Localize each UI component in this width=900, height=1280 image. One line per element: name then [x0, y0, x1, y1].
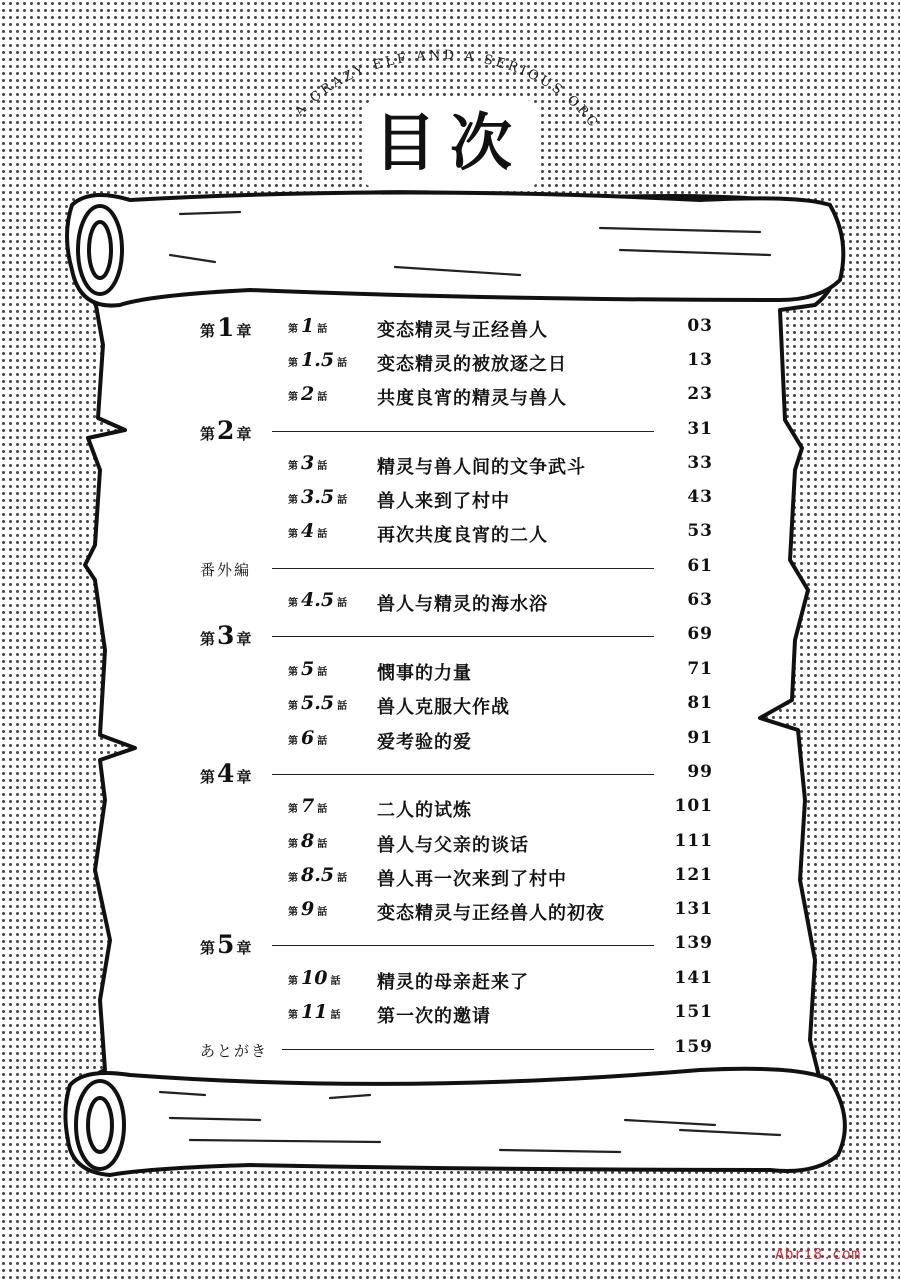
leader-line	[272, 774, 654, 775]
episode-title: 精灵与兽人间的文争武斗	[377, 457, 586, 478]
page-number: 23	[687, 384, 713, 404]
toc-row[interactable]	[0, 930, 900, 960]
page-number: 31	[687, 419, 713, 439]
toc-row[interactable]	[0, 725, 900, 755]
chapter-label: 第4 章	[200, 759, 252, 788]
toc-row[interactable]	[0, 793, 900, 823]
episode-label: 第 1.5 話	[288, 349, 348, 371]
page-title: 目次	[373, 106, 526, 179]
episode-title: 兽人来到了村中	[377, 491, 510, 512]
episode-label: 第 11 話	[288, 1001, 341, 1023]
episode-label: 第 8 話	[288, 830, 328, 852]
toc-row[interactable]	[0, 484, 900, 514]
page-number: 141	[674, 968, 713, 988]
chapter-label: 第3 章	[200, 621, 252, 650]
page-number: 33	[687, 453, 713, 473]
page-number: 43	[687, 487, 713, 507]
toc-row[interactable]	[0, 1034, 900, 1064]
episode-title: 憫事的力量	[377, 663, 472, 684]
toc-row[interactable]	[0, 828, 900, 858]
toc-row[interactable]	[0, 999, 900, 1029]
toc-row[interactable]	[0, 381, 900, 411]
episode-title: 变态精灵与正经兽人	[377, 320, 548, 341]
leader-line	[272, 945, 654, 946]
page-number: 139	[674, 933, 713, 953]
episode-label: 第 1 話	[288, 315, 328, 337]
series-subtitle-text: A CRAZY ELF AND A SERIOUS ORC	[292, 48, 602, 133]
toc-row[interactable]	[0, 518, 900, 548]
toc-row[interactable]	[0, 690, 900, 720]
page-number: 91	[687, 728, 713, 748]
episode-label: 第 3 話	[288, 452, 328, 474]
toc-row[interactable]	[0, 416, 900, 446]
chapter-label: 第2 章	[200, 416, 252, 445]
page-number: 131	[674, 899, 713, 919]
episode-title: 再次共度良宵的二人	[377, 525, 548, 546]
episode-title: 精灵的母亲赶来了	[377, 972, 529, 993]
leader-line	[282, 1049, 654, 1050]
leader-line	[272, 431, 654, 432]
page-number: 69	[687, 624, 713, 644]
leader-line	[272, 636, 654, 637]
page-number: 159	[674, 1037, 713, 1057]
episode-title: 第一次的邀请	[377, 1006, 491, 1027]
toc-row[interactable]	[0, 587, 900, 617]
episode-title: 兽人与父亲的谈话	[377, 835, 529, 856]
toc-row[interactable]	[0, 896, 900, 926]
page-number: 101	[674, 796, 713, 816]
page-number: 03	[687, 316, 713, 336]
toc-row[interactable]	[0, 862, 900, 892]
page-number: 61	[687, 556, 713, 576]
episode-label: 第 6 話	[288, 727, 328, 749]
page-number: 81	[687, 693, 713, 713]
episode-label: 第 4 話	[288, 520, 328, 542]
episode-title: 兽人克服大作战	[377, 697, 510, 718]
episode-label: 第 9 話	[288, 898, 328, 920]
episode-label: 第 7 話	[288, 795, 328, 817]
episode-title: 兽人与精灵的海水浴	[377, 594, 548, 615]
toc-row[interactable]	[0, 313, 900, 343]
chapter-label: 第1 章	[200, 313, 252, 342]
episode-label: 第 4.5 話	[288, 589, 348, 611]
episode-label: 第 3.5 話	[288, 486, 348, 508]
chapter-label: 第5 章	[200, 930, 252, 959]
site-watermark: Abri8.com	[775, 1245, 861, 1263]
episode-title: 爱考验的爱	[377, 732, 472, 753]
page-number: 111	[674, 831, 713, 851]
episode-title: 共度良宵的精灵与兽人	[377, 388, 567, 409]
page-number: 99	[687, 762, 713, 782]
toc-row[interactable]	[0, 450, 900, 480]
page-number: 13	[687, 350, 713, 370]
toc-row[interactable]	[0, 621, 900, 651]
episode-label: 第 8.5 話	[288, 864, 348, 886]
episode-title: 二人的试炼	[377, 800, 472, 821]
episode-label: 第 5 話	[288, 658, 328, 680]
episode-title: 变态精灵与正经兽人的初夜	[377, 903, 605, 924]
toc-row[interactable]	[0, 656, 900, 686]
episode-title: 变态精灵的被放逐之日	[377, 354, 567, 375]
extra-chapter-label: 番外編	[200, 561, 252, 579]
page-number: 63	[687, 590, 713, 610]
episode-label: 第 2 話	[288, 383, 328, 405]
toc-row[interactable]	[0, 759, 900, 789]
afterword-label: あとがき	[200, 1042, 269, 1060]
toc-row[interactable]	[0, 553, 900, 583]
page-number: 151	[674, 1002, 713, 1022]
toc-row[interactable]	[0, 347, 900, 377]
leader-line	[272, 568, 654, 569]
toc-row[interactable]	[0, 965, 900, 995]
episode-label: 第 5.5 話	[288, 692, 348, 714]
episode-label: 第 10 話	[288, 967, 341, 989]
page-number: 53	[687, 521, 713, 541]
page-number: 71	[687, 659, 713, 679]
episode-title: 兽人再一次来到了村中	[377, 869, 567, 890]
page-number: 121	[674, 865, 713, 885]
